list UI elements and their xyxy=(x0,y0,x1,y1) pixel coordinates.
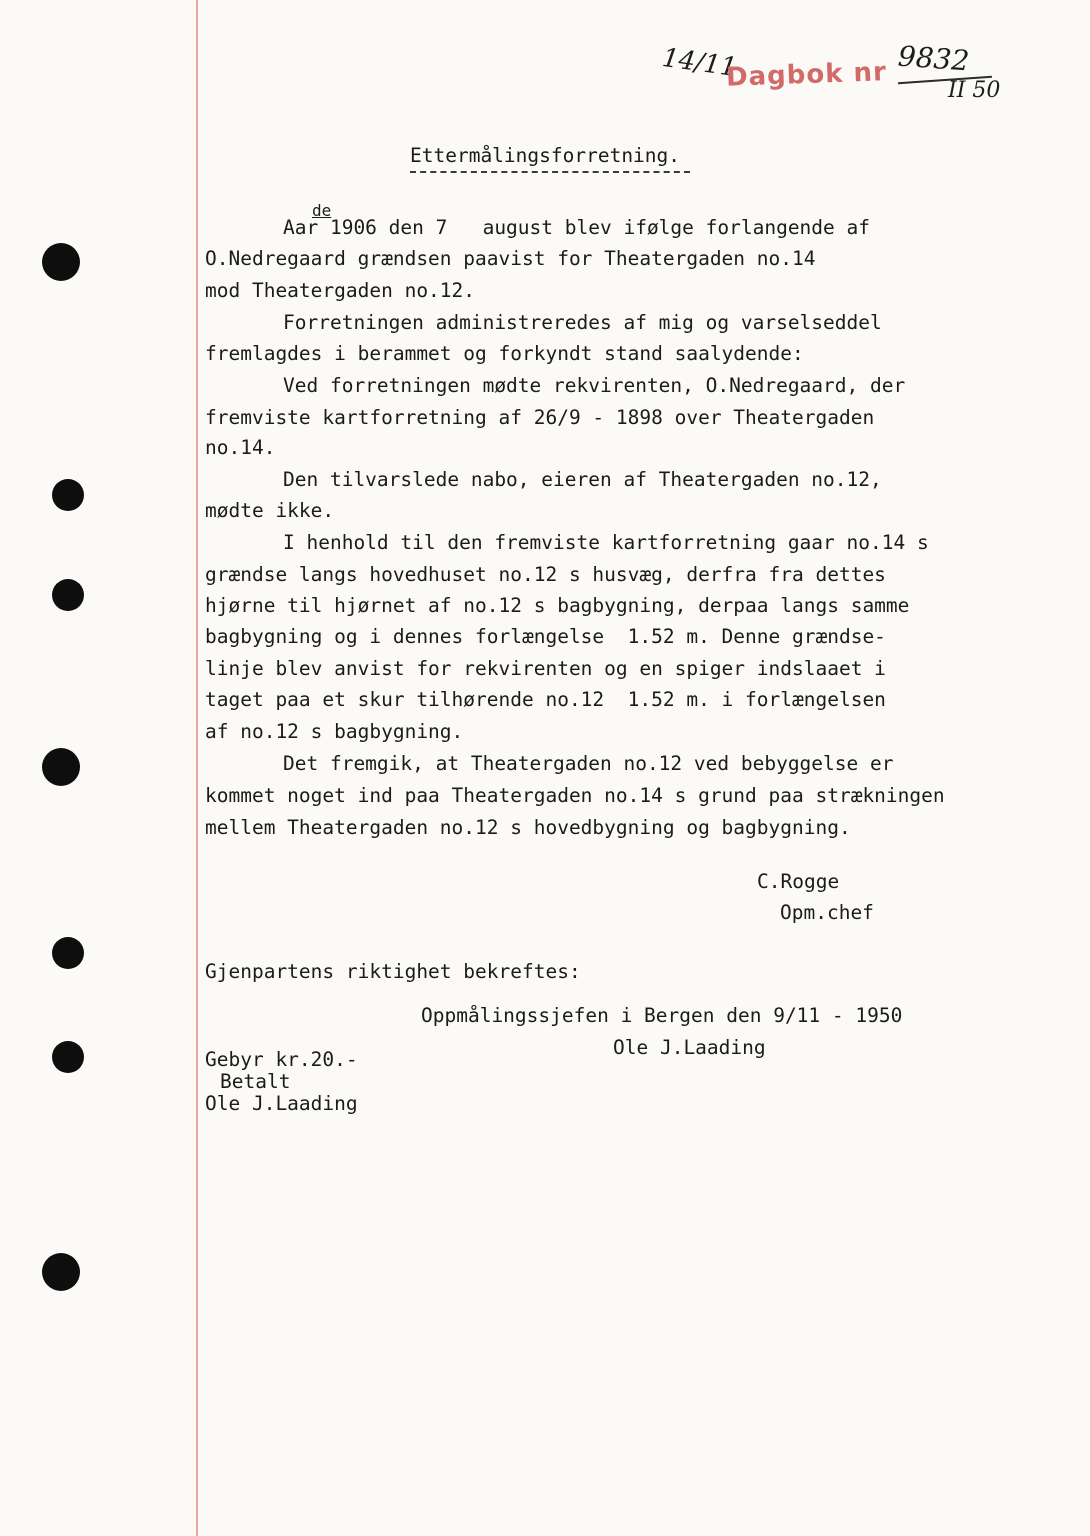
stamp-dagbok-label: Dagbok nr xyxy=(725,57,888,93)
body-line: O.Nedregaard grændsen paavist for Theatergaden no.14 xyxy=(205,247,816,270)
body-line: grændse langs hovedhuset no.12 s husvæg, derfra fra dettes xyxy=(205,563,886,586)
binder-hole xyxy=(42,748,80,786)
body-line: linje blev anvist for rekvirenten og en spiger indslaaet i xyxy=(205,657,886,680)
body-line: mellem Theatergaden no.12 s hovedbygning og bagbygning. xyxy=(205,816,851,839)
body-line: I henhold til den fremviste kartforretning gaar no.14 s xyxy=(283,531,929,554)
signature-title: Opm.chef xyxy=(780,901,874,924)
body-line: Den tilvarslede nabo, eieren af Theatergaden no.12, xyxy=(283,468,882,491)
binder-hole xyxy=(52,1041,84,1073)
body-line: fremlagdes i berammet og forkyndt stand saalydende: xyxy=(205,342,804,365)
body-line: Ved forretningen mødte rekvirenten, O.Nedregaard, der xyxy=(283,374,906,397)
body-line: af no.12 s bagbygning. xyxy=(205,720,464,743)
document-heading: Ettermålingsforretning. xyxy=(410,144,681,167)
body-line: Aar 1906 den 7 august blev ifølge forlangende af xyxy=(283,216,870,239)
body-line: no.14. xyxy=(205,436,276,459)
ordinal-superscript: de xyxy=(312,201,332,220)
certification-signer: Ole J.Laading xyxy=(613,1036,766,1059)
binder-hole xyxy=(52,479,84,511)
certification-statement: Gjenpartens riktighet bekreftes: xyxy=(205,960,581,983)
stamp-date: 14/11 xyxy=(660,42,739,84)
body-line: hjørne til hjørnet af no.12 s bagbygning, derpaa langs samme xyxy=(205,594,910,617)
red-margin-line xyxy=(196,0,198,1536)
body-line: fremviste kartforretning af 26/9 - 1898 over Theatergaden xyxy=(205,406,875,429)
body-line: bagbygning og i dennes forlængelse 1.52 m. Denne grændse- xyxy=(205,625,886,648)
body-line: mødte ikke. xyxy=(205,499,335,522)
binder-hole xyxy=(52,937,84,969)
binder-hole xyxy=(52,579,84,611)
binder-hole xyxy=(42,243,80,281)
binder-hole xyxy=(42,1253,80,1291)
body-line: kommet noget ind paa Theatergaden no.14 s grund paa strækningen xyxy=(205,784,945,807)
stamp-journal-number: 9832 xyxy=(896,39,971,78)
stamp-year: II 50 xyxy=(948,78,1001,103)
fee-amount: Gebyr kr.20.- xyxy=(205,1048,358,1071)
fee-signer: Ole J.Laading xyxy=(205,1092,358,1115)
heading-underline xyxy=(410,171,690,173)
body-line: Forretningen administreredes af mig og varselseddel xyxy=(283,311,882,334)
body-line: Det fremgik, at Theatergaden no.12 ved bebyggelse er xyxy=(283,752,894,775)
body-line: taget paa et skur tilhørende no.12 1.52 m. i forlængelsen xyxy=(205,688,886,711)
body-line: mod Theatergaden no.12. xyxy=(205,279,476,302)
certification-place-date: Oppmålingssjefen i Bergen den 9/11 - 1950 xyxy=(421,1004,903,1027)
signature-name: C.Rogge xyxy=(757,870,840,893)
fee-status: Betalt xyxy=(220,1070,291,1093)
